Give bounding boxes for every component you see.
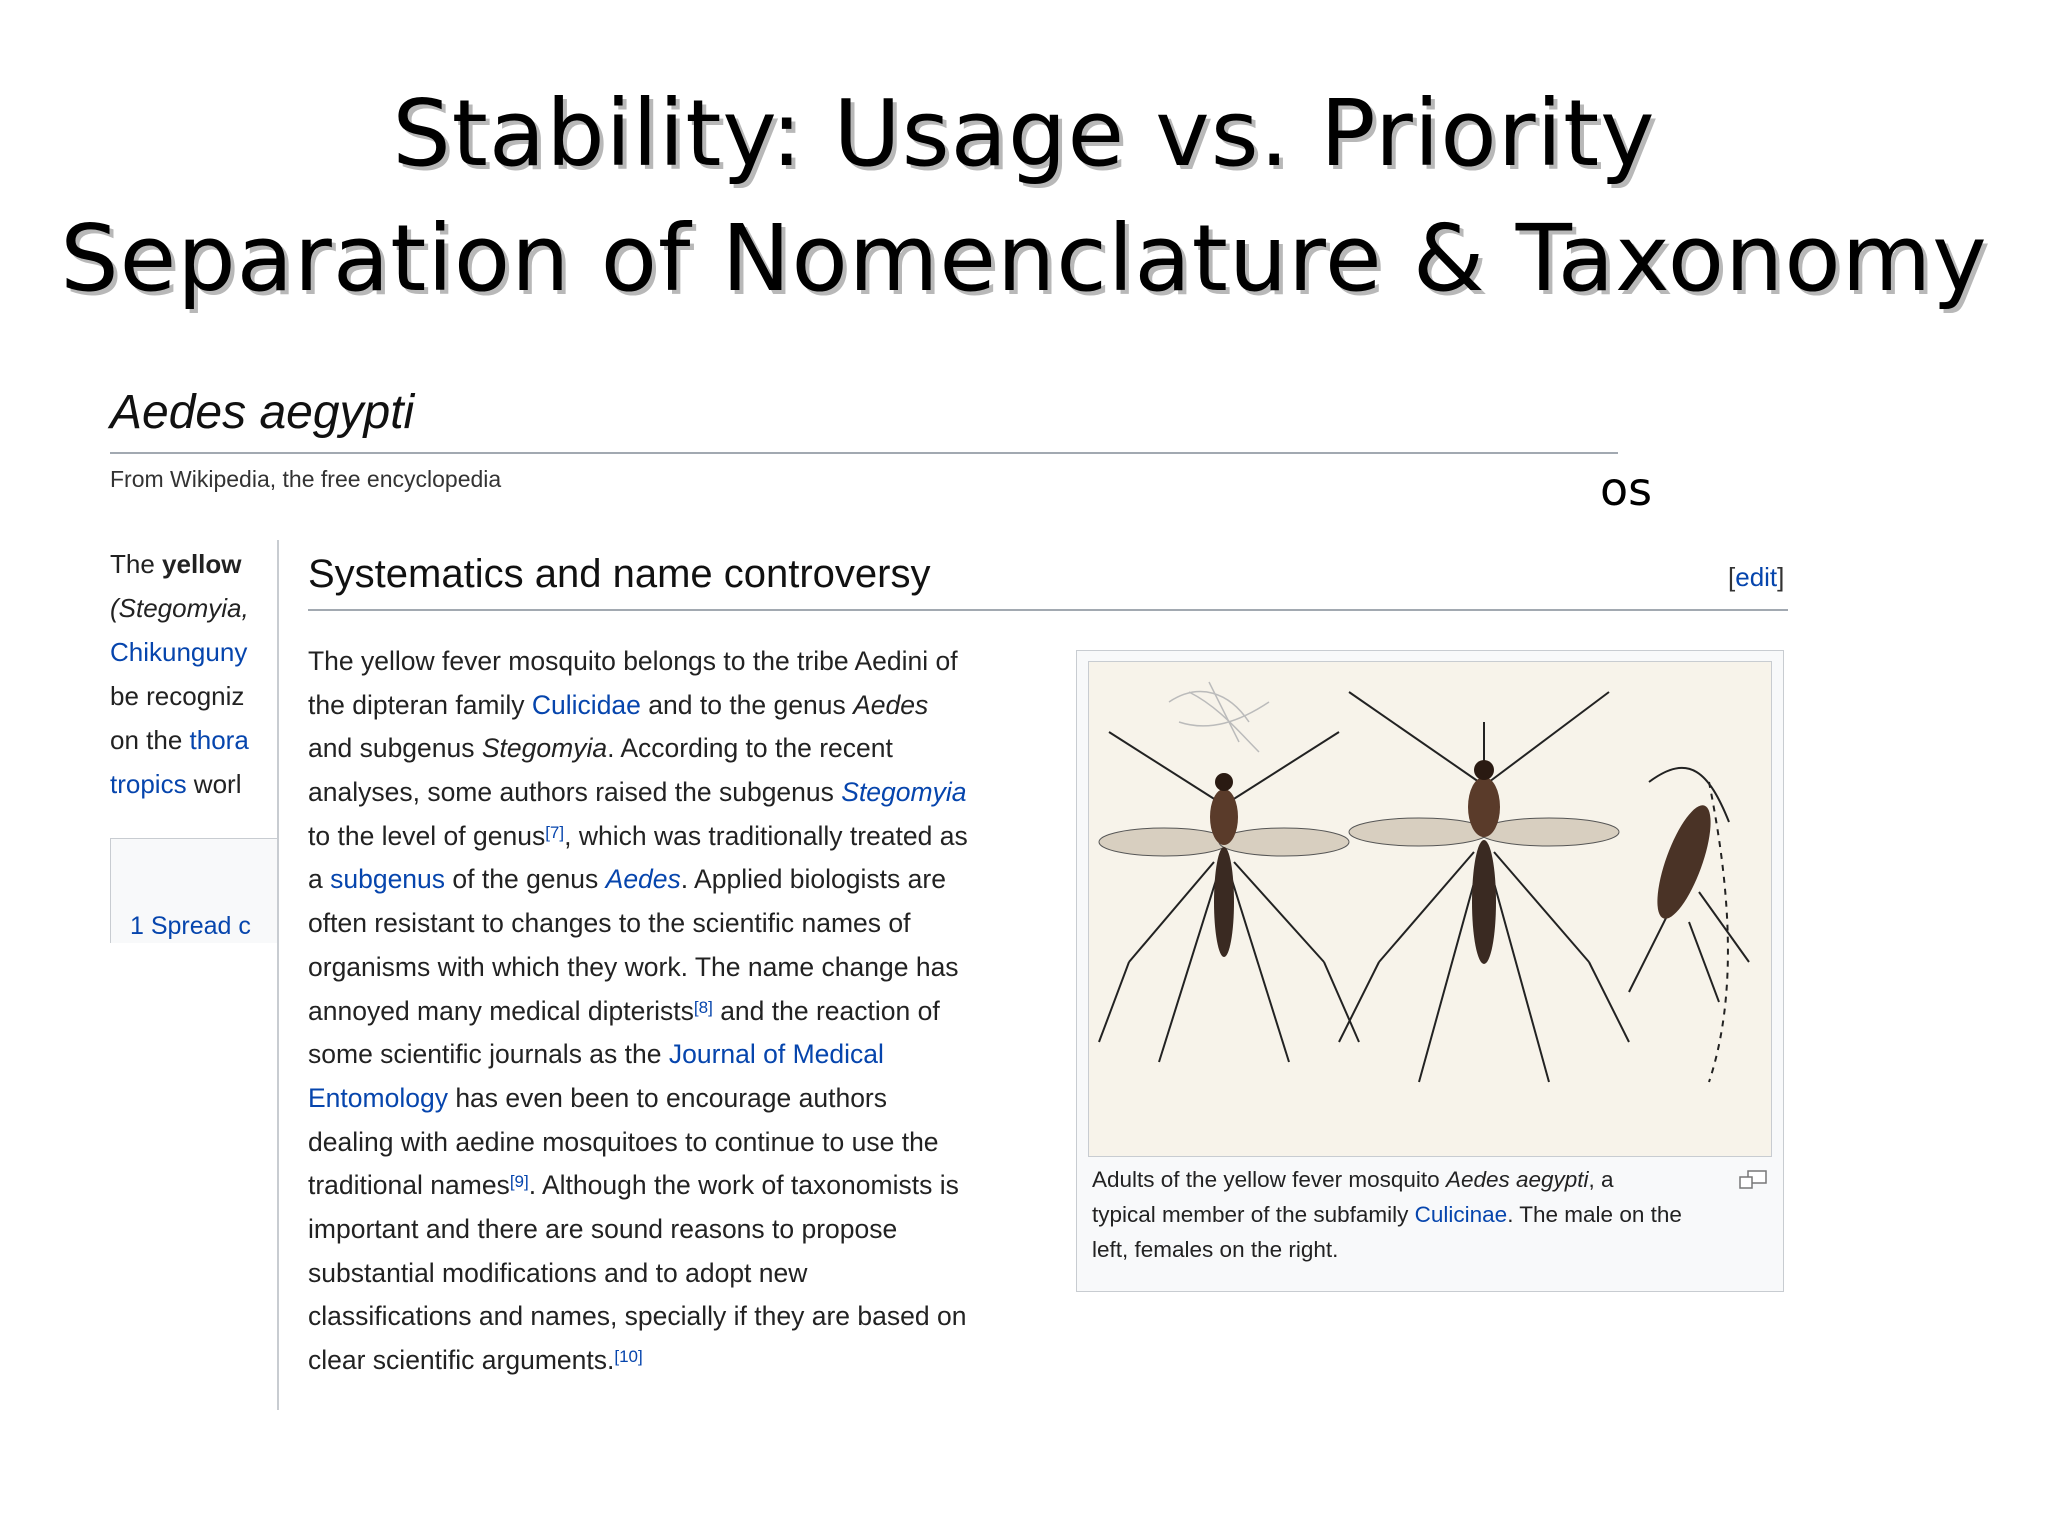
stray-slide-text: os	[1600, 462, 1653, 516]
link-stegomyia[interactable]: Stegomyia	[841, 777, 967, 808]
panel-border	[277, 540, 279, 1410]
edit-link[interactable]: [edit]	[1728, 562, 1785, 592]
mosquito-illustration[interactable]	[1088, 661, 1772, 1157]
title-divider	[110, 452, 1618, 454]
intro-line: be recogniz	[110, 681, 245, 711]
section-heading: Systematics and name controversy	[308, 552, 931, 596]
ref-7[interactable]: [7]	[545, 822, 565, 842]
intro-line: (Stegomyia,	[110, 593, 249, 623]
article-subtitle: From Wikipedia, the free encyclopedia	[110, 466, 502, 492]
toc-item-spread[interactable]: 1 Spread c	[130, 912, 251, 940]
intro-line: The yellow	[110, 549, 242, 579]
enlarge-icon[interactable]	[1738, 1170, 1768, 1190]
slide-title-line-2: Separation of Nomenclature & Taxonomy	[60, 205, 1988, 312]
link-subgenus[interactable]: subgenus	[330, 864, 446, 895]
link-culicidae[interactable]: Culicidae	[531, 689, 641, 720]
slide-title-line-1: Stability: Usage vs. Priority	[392, 80, 1656, 187]
ref-10[interactable]: [10]	[614, 1347, 643, 1366]
figure-caption: Adults of the yellow fever mosquito Aedes aegypti, a typical member of the subfamily Culicinae. The male on the left, females on the right.	[1092, 1167, 1682, 1262]
section-divider	[308, 609, 1788, 611]
link-culicinae[interactable]: Culicinae	[1414, 1202, 1508, 1227]
link-journal[interactable]: Journal of Medical	[668, 1039, 884, 1070]
link-entomology[interactable]: Entomology	[308, 1082, 448, 1113]
ref-8[interactable]: [8]	[693, 997, 713, 1017]
intro-line[interactable]: tropics worl	[110, 769, 242, 799]
article-title: Aedes aegypti	[110, 386, 415, 439]
section-paragraph: The yellow fever mosquito belongs to the tribe Aedini of the dipteran family Culicidae and to the genus Aedes and subgenus Stegomyia. According to the recent analyses, some authors raised the subgenus Stegomyia to the level of genus[7], which was traditionally treated as a subgenus of the genus Aedes. Applied biologists are often resistant to changes to the scientific names of organisms with which they work. The name change has annoyed many medical dipterists[8] and the reaction of some scientific journals as the Journal of Medical Entomology has even been to encourage authors dealing with aedine mosquitoes to continue to use the traditional names[9]. Although the work of taxonomists is important and there are sound reasons to propose substantial modifications and to adopt new classifications and names, specially if they are based on clear scientific arguments.[10]	[308, 646, 968, 1375]
article-intro-fragment	[110, 542, 278, 806]
intro-line[interactable]: Chikunguny	[110, 637, 248, 667]
ref-9[interactable]: [9]	[509, 1172, 529, 1192]
link-aedes[interactable]: Aedes	[605, 864, 681, 895]
intro-line[interactable]: on the thora	[110, 725, 249, 755]
